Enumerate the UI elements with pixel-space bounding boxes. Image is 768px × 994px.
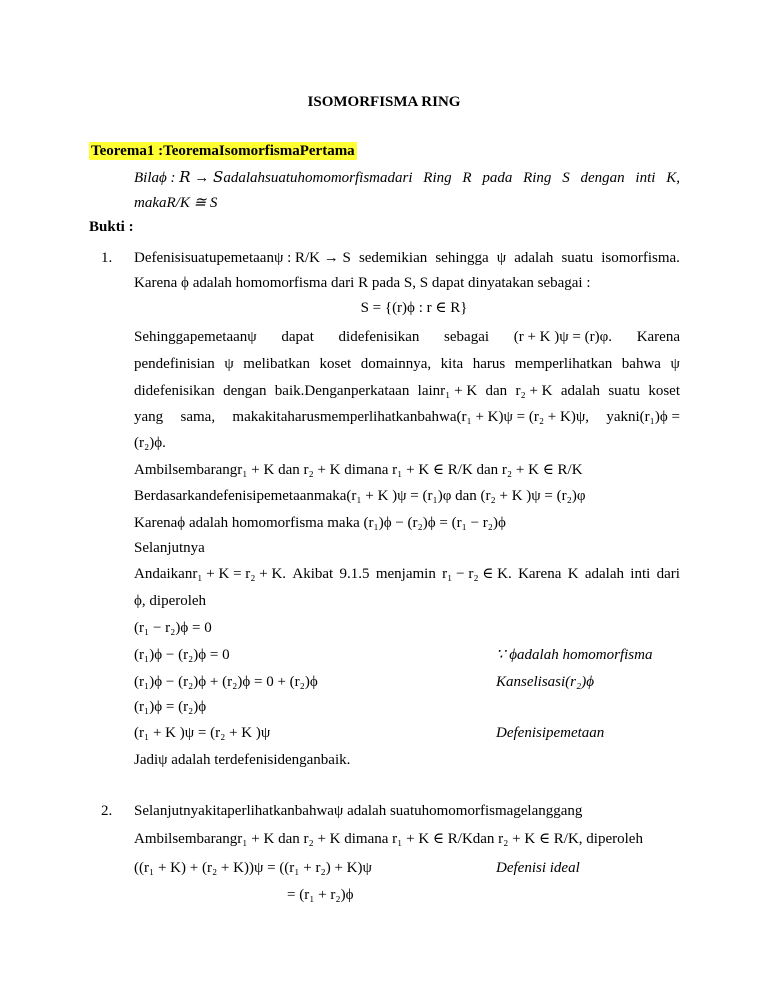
word: r₂ + K: [515, 383, 553, 399]
word: lainr₁ + K: [417, 383, 478, 399]
word: sehingga: [435, 250, 489, 266]
word: domainnya,: [360, 356, 432, 372]
word: Sehinggapemetaanψ: [134, 329, 257, 345]
equation-3: (r₁)ϕ − (r₂)ϕ + (r₂)ϕ = 0 + (r₂)ϕ: [134, 674, 318, 690]
word: sedemikian: [358, 250, 428, 266]
item-1-line-11: Karenaϕ adalah homomorfisma maka (r₁)ϕ − (r₂)ϕ = (r₁ − r₂)ϕ: [134, 515, 506, 531]
document-title: ISOMORFISMA RING: [307, 94, 461, 110]
set-definition: S = {(r)ϕ : r ∈ R}: [360, 300, 468, 316]
equation-4: (r₁)ϕ = (r₂)ϕ: [134, 699, 207, 715]
item-2-equation-1-note: Defenisi ideal: [496, 860, 580, 876]
item-1-line-13: [134, 565, 680, 583]
item-1-conclusion: Jadiψ adalah terdefenisidenganbaik.: [134, 752, 351, 768]
item-2-line-2: Ambilsembarangr₁ + K dan r₂ + K dimana r₁ + K ∈ R/Kdan r₂ + K ∈ R/K, diperoleh: [134, 831, 643, 847]
word: ψ: [670, 356, 680, 372]
word: dapat: [281, 329, 314, 345]
item-1-line-12: Selanjutnya: [134, 540, 205, 556]
word: suatu: [608, 383, 640, 399]
item-1-line-4: [134, 328, 680, 346]
word: yakni(r₁)ϕ =: [606, 409, 680, 425]
item-1-line-7: [134, 408, 680, 426]
word: Karena: [518, 566, 562, 582]
word: koset: [319, 356, 352, 372]
word: sama,: [180, 409, 216, 425]
item-1-line-8: (r₂)ϕ.: [134, 435, 166, 451]
word: 9.1.5: [339, 566, 370, 582]
word: S: [562, 170, 570, 186]
word: pada: [482, 170, 513, 186]
word: harus: [472, 356, 506, 372]
word: didefenisikan: [134, 383, 215, 399]
equation-3-note: Kanselisasi(r₂)ϕ: [496, 674, 594, 690]
word: ψ: [496, 250, 507, 266]
word: memperlihatkan: [514, 356, 613, 372]
item-1-line-2: Karena ϕ adalah homomorfisma dari R pada S, S dapat dinyatakan sebagai :: [134, 275, 591, 291]
word: adalah: [514, 250, 554, 266]
word: bahwa: [621, 356, 661, 372]
word: inti: [630, 566, 651, 582]
word: baik.Denganperkataan: [274, 383, 410, 399]
word: yang: [134, 409, 164, 425]
item-1-line-1: [134, 249, 680, 267]
word: adalah: [584, 566, 624, 582]
equation-1: (r₁ − r₂)ϕ = 0: [134, 620, 212, 636]
word: ψ: [224, 356, 234, 372]
equation-2-note: ∵ ϕadalah homomorfisma: [496, 647, 653, 663]
equation-5-note: Defenisipemetaan: [496, 725, 605, 741]
word: K,: [666, 170, 680, 186]
word: pendefinisian: [134, 356, 215, 372]
word: Bilaϕ : 𝑅 → 𝑆adalahsuatuhomomorfismadari: [134, 170, 413, 186]
word: inti: [635, 170, 656, 186]
proof-label: Bukti :: [89, 219, 134, 235]
word: makakitaharusmemperlihatkanbahwa(r₁ + K)ψ = (r₂ + K)ψ,: [232, 409, 589, 425]
word: Ring: [523, 170, 552, 186]
word: Karena: [636, 329, 680, 345]
word: dari: [656, 566, 680, 582]
theorem-heading: Teorema1 :TeoremaIsomorfismaPertama: [91, 143, 355, 159]
word: sebagai: [444, 329, 490, 345]
item-1-number: 1.: [101, 250, 113, 266]
word: (r + K )ψ = (r)φ.: [513, 329, 612, 345]
item-2-number: 2.: [101, 803, 113, 819]
word: isomorfisma.: [601, 250, 680, 266]
word: menjamin: [375, 566, 436, 582]
word: dengan: [223, 383, 267, 399]
word: Andaikanr₁ + K = r₂ + K.: [134, 566, 287, 582]
theorem-line-1: [134, 169, 680, 187]
word: r₁ − r₂ ∈ K.: [442, 566, 512, 582]
item-2-equation-1: ((r₁ + K) + (r₂ + K))ψ = ((r₁ + r₂) + K)ψ: [134, 860, 372, 876]
word: K: [567, 566, 579, 582]
item-1-line-14: ϕ, diperoleh: [134, 593, 207, 609]
word: suatu: [561, 250, 594, 266]
word: adalah: [560, 383, 600, 399]
equation-5: (r₁ + K )ψ = (r₂ + K )ψ: [134, 725, 271, 741]
word: Akibat: [292, 566, 334, 582]
word: dan: [485, 383, 508, 399]
word: dengan: [580, 170, 625, 186]
theorem-line-2: makaR/K ≅ S: [134, 195, 218, 211]
item-1-line-10: Berdasarkandefenisipemetaanmaka(r₁ + K )ψ = (r₁)φ dan (r₂ + K )ψ = (r₂)φ: [134, 488, 586, 504]
word: didefenisikan: [338, 329, 420, 345]
item-1-line-9: Ambilsembarangr₁ + K dan r₂ + K dimana r₁ + K ∈ R/K dan r₂ + K ∈ R/K: [134, 462, 583, 478]
item-1-line-5: [134, 355, 680, 373]
word: Ring: [423, 170, 452, 186]
word: R: [462, 170, 472, 186]
word: kita: [440, 356, 464, 372]
equation-2: (r₁)ϕ − (r₂)ϕ = 0: [134, 647, 230, 663]
item-2-equation-2: = (r₁ + r₂)ϕ: [287, 887, 354, 903]
item-2-line-1: Selanjutnyakitaperlihatkanbahwaψ adalah suatuhomomorfismagelanggang: [134, 803, 583, 819]
word: Defenisisuatupemetaanψ : R/K → S: [134, 250, 351, 266]
item-1-line-6: [134, 382, 680, 400]
word: melibatkan: [243, 356, 310, 372]
word: koset: [648, 383, 680, 399]
